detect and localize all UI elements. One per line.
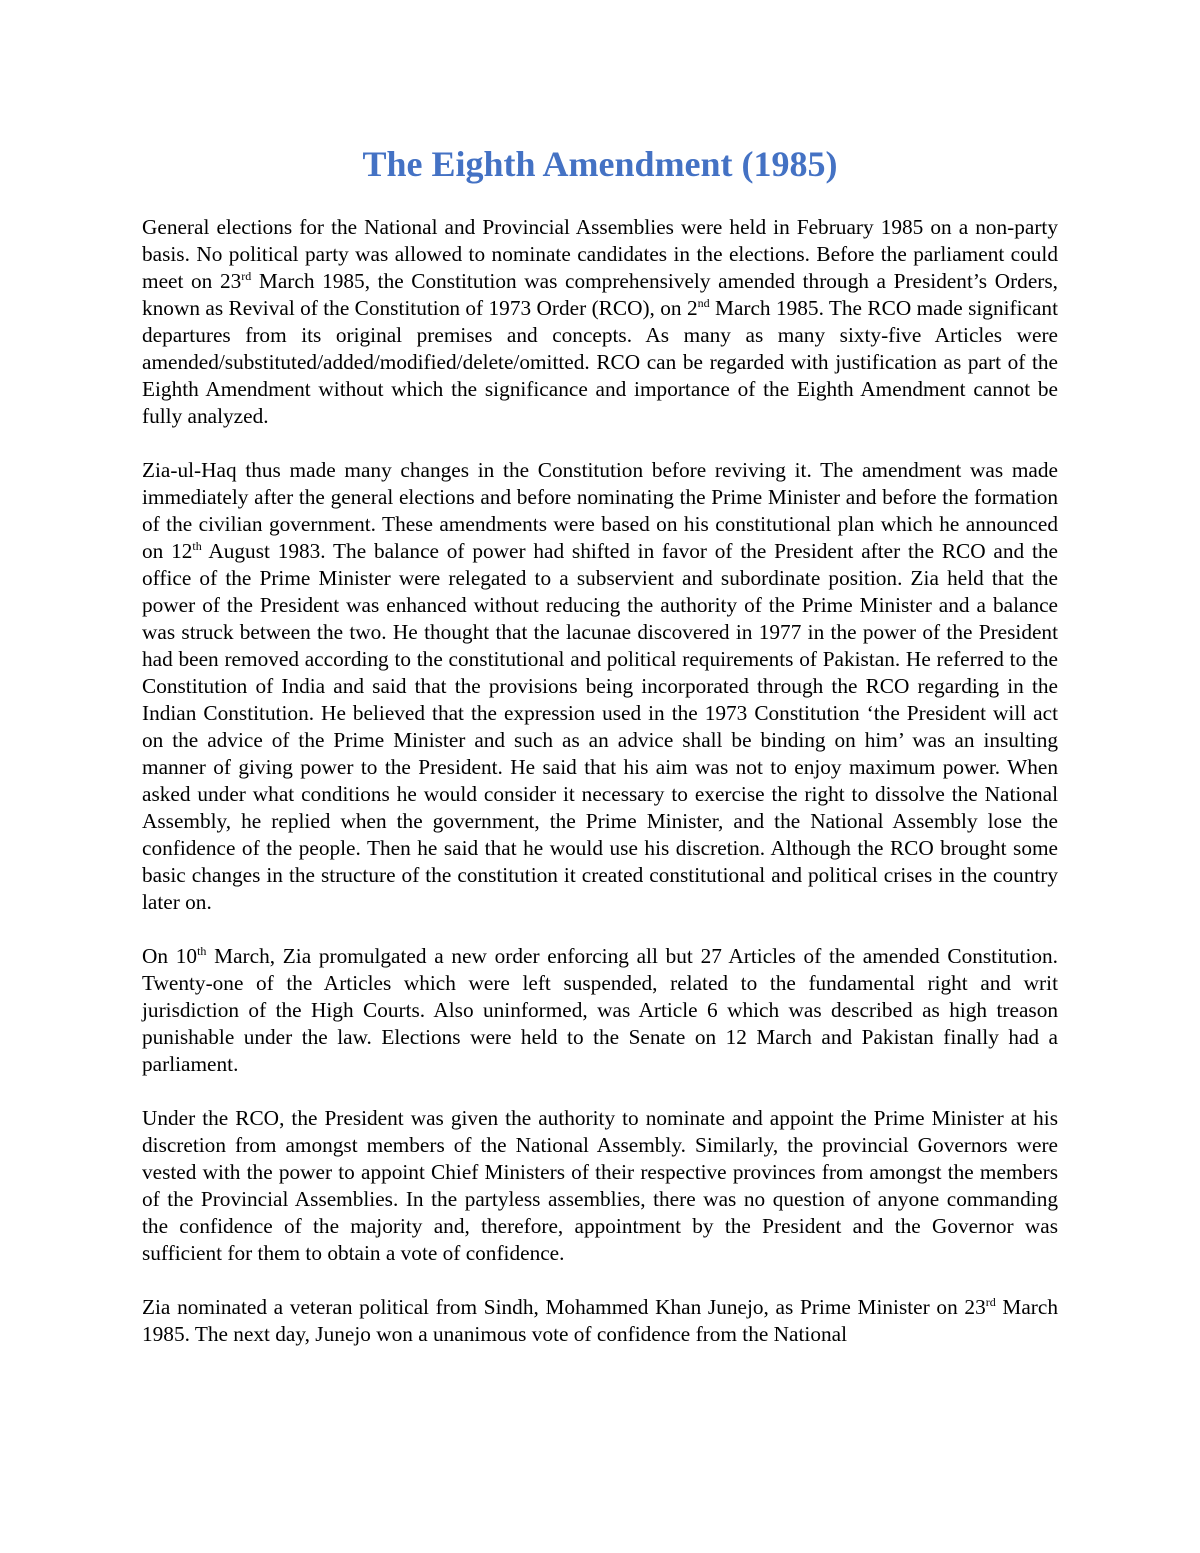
paragraph-text: March 1985, the Constitution was comprehensively amended through a President’s Orders, known as Revival of the Constitution of 1973 Order (RCO), on 2 [142,269,1058,320]
paragraph-text: March 1985. The RCO made significant departures from its original premises and concepts. As many as many sixty-five Articles were amended/substituted/added/modified/delete/omitted. RCO can be regarded with justification as part of the Eighth Amendment without which the significance and importance of the Eighth Amendment cannot be fully analyzed. [142,296,1059,428]
paragraph-text: Zia-ul-Haq thus made many changes in the Constitution before reviving it. The amendment was made immediately after the general elections and before nominating the Prime Minister and before the formation of the civilian government. These amendments were based on his constitutional plan which he announced on 12 [142,458,1058,563]
ordinal-suffix: rd [985,1294,996,1309]
document-title: The Eighth Amendment (1985) [362,144,838,184]
paragraph-text: March, Zia promulgated a new order enforcing all but 27 Articles of the amended Constitution. Twenty-one of the Articles which were left suspended, related to the fundamental right and writ jurisdiction of the High Courts. Also uninformed, was Article 6 which was described as high treason punishable under the law. Elections were held to the Senate on 12 March and Pakistan finally had a parliament. [142,944,1059,1076]
paragraph-text: Zia nominated a veteran political from Sindh, Mohammed Khan Junejo, as Prime Minister on 23 [142,1295,986,1319]
paragraph-2 [142,457,1058,916]
paragraph-text: On 10 [142,944,198,968]
ordinal-suffix: th [192,538,202,553]
document-body [142,214,1058,1348]
paragraph-text: Under the RCO, the President was given the authority to nominate and appoint the Prime Minister at his discretion from amongst members of the National Assembly. Similarly, the provincial Governors were vested with the power to appoint Chief Ministers of their respective provinces from amongst the members of the Provincial Assemblies. In the partyless assemblies, there was no question of anyone commanding the confidence of the majority and, therefore, appointment by the President and the Governor was sufficient for them to obtain a vote of confidence. [142,1106,1058,1265]
ordinal-suffix: nd [697,295,710,310]
paragraph-1 [142,214,1058,430]
paragraph-3 [142,943,1058,1078]
paragraph-text: General elections for the National and Provincial Assemblies were held in February 1985 on a non-party basis. No political party was allowed to nominate candidates in the elections. Before the parliament could meet on 23 [142,215,1058,293]
paragraph-text: March 1985. The next day, Junejo won a unanimous vote of confidence from the National [142,1295,1058,1346]
ordinal-suffix: rd [241,268,252,283]
paragraph-4 [142,1105,1058,1267]
paragraph-text: August 1983. The balance of power had shifted in favor of the President after the RCO and the office of the Prime Minister were relegated to a subservient and subordinate position. Zia held that the power of the President was enhanced without reducing the authority of the Prime Minister and a balance was struck between the two. He thought that the lacunae discovered in 1977 in the power of the President had been removed according to the constitutional and political requirements of Pakistan. He referred to the Constitution of India and said that the provisions being incorporated through the RCO regarding in the Indian Constitution. He believed that the expression used in the 1973 Constitution ‘the President will act on the advice of the Prime Minister and such as an advice shall be binding on him’ was an insulting manner of giving power to the President. He said that his aim was not to enjoy maximum power. When asked under what conditions he would consider it necessary to exercise the right to dissolve the National Assembly, he replied when the government, the Prime Minister, and the National Assembly lose the confidence of the people. Then he said that he would use his discretion. Although the RCO brought some basic changes in the structure of the constitution it created constitutional and political crises in the country later on. [142,539,1058,914]
paragraph-5 [142,1294,1058,1348]
ordinal-suffix: th [197,943,207,958]
